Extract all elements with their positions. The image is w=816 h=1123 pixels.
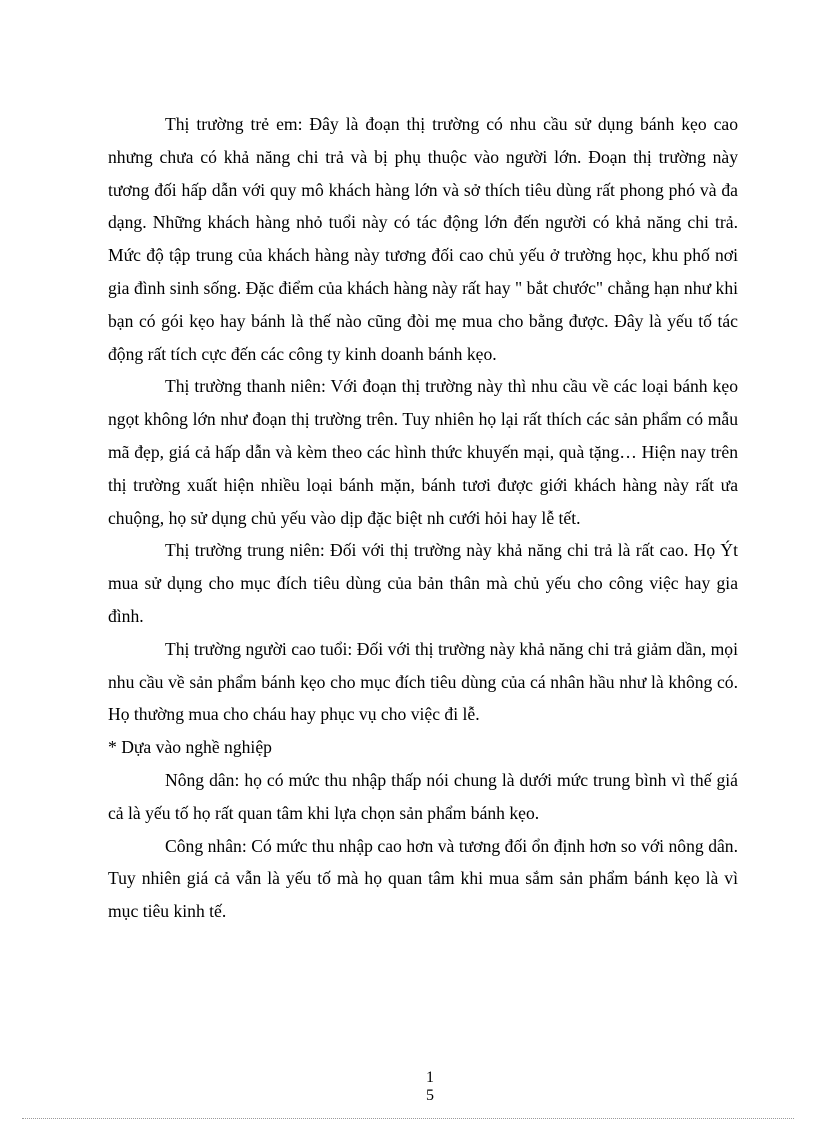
footer-divider [22, 1118, 794, 1119]
paragraph-nong-dan: Nông dân: họ có mức thu nhập thấp nói chung là dưới mức trung bình vì thế giá cả là yếu tố họ rất quan tâm khi lựa chọn sản phẩm bánh kẹo. [108, 769, 738, 823]
section-heading: * Dựa vào nghề nghiệp [108, 737, 272, 758]
paragraph-cao-tuoi: Thị trường người cao tuổi: Đối với thị trường này khả năng chi trả giảm dần, mọi nhu cầu về sản phẩm bánh kẹo cho mục đích tiêu dùng của cá nhân hầu như là không có. Họ thường mua cho cháu hay phục vụ cho việc đi lễ. [108, 638, 738, 725]
document-body [108, 108, 738, 928]
paragraph-trung-nien: Thị trường trung niên: Đối với thị trường này khả năng chi trả là rất cao. Họ Ýt mua sử dụng cho mục đích tiêu dùng của bản thân mà chủ yếu cho công việc hay gia đình. [108, 540, 738, 626]
page-number-line-2: 5 [426, 1087, 434, 1104]
paragraph-tre-em: Thị trường trẻ em: Đây là đoạn thị trường có nhu cầu sử dụng bánh kẹo cao nhưng chưa có khả năng chi trả và bị phụ thuộc vào người lớn. Đoạn thị trường này tương đối hấp dẫn với quy mô khách hàng lớn và sở thích tiêu dùng rất phong phó và đa dạng. Những khách hàng nhỏ tuổi này có tác động lớn đến người có khả năng chi trả. Mức độ tập trung của khách hàng này tương đối cao chủ yếu ở trường học, khu phố nơi gia đình sinh sống. Đặc điểm của khách hàng này rất hay " bắt chước" chẳng hạn như khi bạn có gói kẹo hay bánh là thế nào cũng đòi mẹ mua cho bằng được. Đây là yếu tố tác động rất tích cực đến các công ty kinh doanh bánh kẹo. [108, 114, 738, 364]
paragraph-cong-nhan: Công nhân: Có mức thu nhập cao hơn và tương đối ổn định hơn so với nông dân. Tuy nhiên giá cả vẫn là yếu tố mà họ quan tâm khi mua sắm sản phẩm bánh kẹo là vì mục tiêu kinh tế. [108, 835, 738, 922]
paragraph-thanh-nien: Thị trường thanh niên: Với đoạn thị trường này thì nhu cầu về các loại bánh kẹo ngọt không lớn như đoạn thị trường trên. Tuy nhiên họ lại rất thích các sản phẩm có mẫu mã đẹp, giá cả hấp dẫn và kèm theo các hình thức khuyến mại, quà tặng… Hiện nay trên thị trường xuất hiện nhiều loại bánh mặn, bánh tươi được giới khách hàng này rất ưa chuộng, họ sử dụng chủ yếu vào dịp đặc biệt nh cưới hỏi hay lễ tết. [108, 376, 738, 528]
page-number-line-1: 1 [426, 1069, 434, 1086]
page-number [0, 1069, 816, 1105]
